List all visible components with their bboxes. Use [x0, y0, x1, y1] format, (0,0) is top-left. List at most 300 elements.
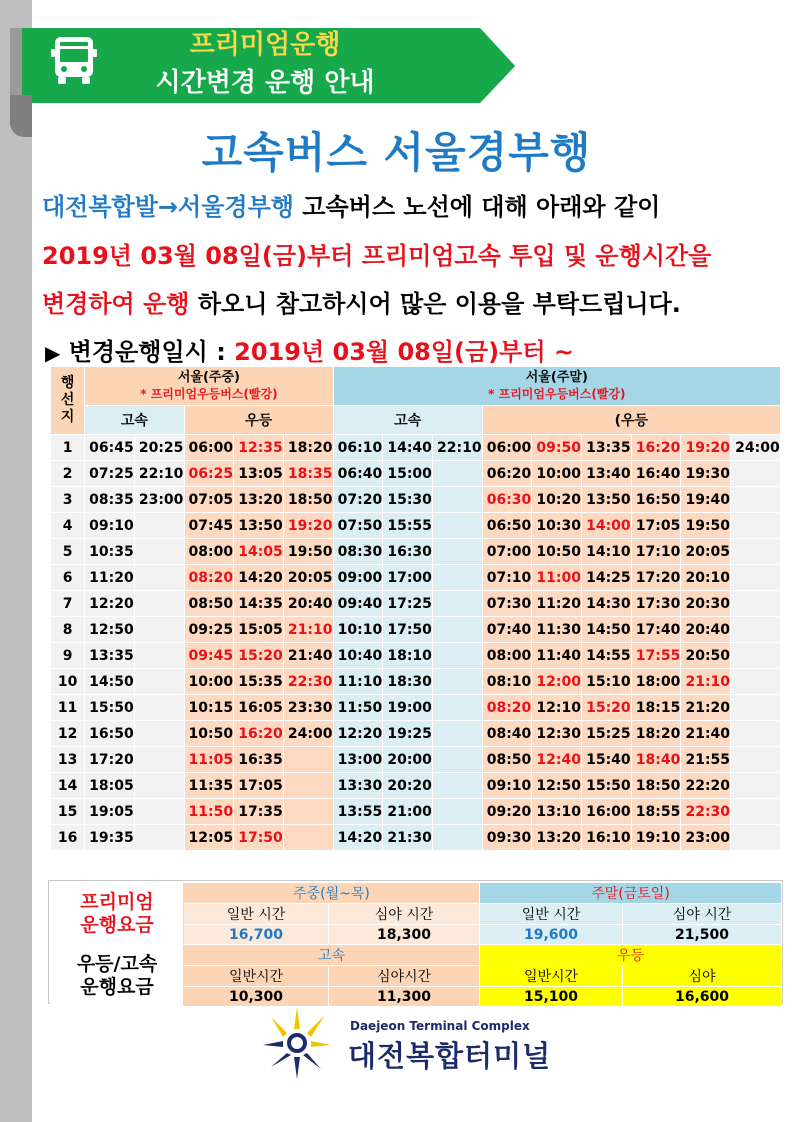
schedule-cell: [731, 747, 781, 773]
schedule-cell: [134, 721, 184, 747]
schedule-cell: 18:20: [631, 721, 681, 747]
schedule-cell: 11:20: [85, 565, 135, 591]
schedule-cell: [283, 773, 333, 799]
schedule-cell: 17:00: [383, 565, 433, 591]
schedule-cell: [433, 747, 483, 773]
intro-change: 변경하여 운행: [42, 290, 190, 318]
deluxe-night-label: 심야: [623, 966, 782, 987]
schedule-cell: 10:00: [184, 669, 234, 695]
schedule-row: [51, 747, 781, 773]
express-regular-fare: 10,300: [184, 987, 329, 1007]
schedule-cell: 23:00: [681, 825, 731, 851]
schedule-cell: 19:35: [85, 825, 135, 851]
schedule-cell: 16:30: [383, 539, 433, 565]
schedule-cell: 20:25: [134, 435, 184, 461]
schedule-cell: 08:20: [482, 695, 532, 721]
schedule-cell: 11: [51, 695, 85, 721]
destination-header: [51, 367, 85, 435]
schedule-cell: [283, 799, 333, 825]
schedule-cell: 20:10: [681, 565, 731, 591]
intro-line1: [42, 187, 660, 222]
schedule-cell: 10:20: [532, 487, 582, 513]
schedule-cell: 13:20: [234, 487, 284, 513]
schedule-cell: 09:40: [333, 591, 383, 617]
standard-fare-label-l2: 운행요금: [80, 975, 154, 998]
schedule-cell: 15:55: [383, 513, 433, 539]
premium-fare-label-l2: 운행요금: [80, 913, 154, 936]
schedule-row: [51, 643, 781, 669]
schedule-cell: 08:30: [333, 539, 383, 565]
schedule-cell: 15:10: [582, 669, 632, 695]
schedule-cell: 15:00: [383, 461, 433, 487]
schedule-cell: 13:00: [333, 747, 383, 773]
schedule-cell: [433, 513, 483, 539]
schedule-cell: 13: [51, 747, 85, 773]
schedule-cell: 20:40: [283, 591, 333, 617]
schedule-cell: 23:30: [283, 695, 333, 721]
schedule-cell: 17:40: [631, 617, 681, 643]
banner-line1: 프리미엄운행: [189, 30, 341, 60]
premium-weekday-night-fare: 18,300: [329, 925, 480, 945]
schedule-cell: 12:30: [532, 721, 582, 747]
schedule-cell: 21:55: [681, 747, 731, 773]
schedule-cell: 15:20: [582, 695, 632, 721]
schedule-cell: [433, 565, 483, 591]
schedule-cell: 18:55: [631, 799, 681, 825]
schedule-cell: 6: [51, 565, 85, 591]
schedule-cell: 16:50: [85, 721, 135, 747]
destination-header-text: 행선지: [60, 375, 75, 425]
schedule-cell: 7: [51, 591, 85, 617]
schedule-cell: 18:15: [631, 695, 681, 721]
schedule-cell: 14:00: [582, 513, 632, 539]
premium-weekend-night-label: 심야 시간: [623, 904, 782, 925]
schedule-cell: 21:40: [681, 721, 731, 747]
schedule-cell: 08:00: [184, 539, 234, 565]
schedule-cell: 19:20: [283, 513, 333, 539]
schedule-cell: [134, 799, 184, 825]
schedule-cell: 09:30: [482, 825, 532, 851]
schedule-cell: 21:20: [681, 695, 731, 721]
deluxe-fare-header: 우등: [480, 945, 782, 966]
schedule-row: [51, 773, 781, 799]
schedule-cell: [134, 695, 184, 721]
schedule-cell: 12:50: [532, 773, 582, 799]
schedule-cell: 07:25: [85, 461, 135, 487]
schedule-cell: [731, 799, 781, 825]
weekday-note: * 프리미엄우등버스(빨강): [140, 387, 278, 401]
schedule-cell: 14:40: [383, 435, 433, 461]
schedule-row: [51, 799, 781, 825]
schedule-cell: 17:05: [234, 773, 284, 799]
schedule-cell: 19:40: [681, 487, 731, 513]
schedule-cell: 14:10: [582, 539, 632, 565]
schedule-cell: 14:30: [582, 591, 632, 617]
schedule-cell: 09:10: [85, 513, 135, 539]
schedule-row: [51, 487, 781, 513]
intro-line2: 2019년 03월 08일(금)부터 프리미엄고속 투입 및 운행시간을: [42, 242, 712, 270]
schedule-cell: 8: [51, 617, 85, 643]
schedule-cell: [731, 695, 781, 721]
schedule-cell: 17:50: [383, 617, 433, 643]
schedule-cell: [134, 669, 184, 695]
schedule-cell: 17:35: [234, 799, 284, 825]
schedule-cell: 13:50: [234, 513, 284, 539]
schedule-cell: 13:55: [333, 799, 383, 825]
schedule-cell: 10:40: [333, 643, 383, 669]
schedule-cell: [433, 695, 483, 721]
schedule-cell: 18:35: [283, 461, 333, 487]
schedule-table: [50, 366, 781, 851]
schedule-cell: 20:50: [681, 643, 731, 669]
weekend-header: [333, 367, 780, 406]
schedule-cell: 07:20: [333, 487, 383, 513]
weekday-title: 서울(주중): [177, 370, 240, 385]
intro-route: 대전복합발→서울경부행: [42, 193, 294, 221]
schedule-cell: 13:30: [333, 773, 383, 799]
schedule-cell: 24:00: [731, 435, 781, 461]
schedule-row: [51, 617, 781, 643]
schedule-cell: 14:25: [582, 565, 632, 591]
schedule-cell: 11:05: [184, 747, 234, 773]
schedule-cell: [134, 747, 184, 773]
schedule-cell: 22:20: [681, 773, 731, 799]
schedule-cell: [731, 617, 781, 643]
schedule-cell: 19:10: [631, 825, 681, 851]
schedule-cell: 15:40: [582, 747, 632, 773]
schedule-cell: 06:10: [333, 435, 383, 461]
schedule-cell: 3: [51, 487, 85, 513]
schedule-cell: 06:40: [333, 461, 383, 487]
schedule-cell: 19:20: [681, 435, 731, 461]
schedule-cell: 10:10: [333, 617, 383, 643]
schedule-cell: 22:10: [134, 461, 184, 487]
schedule-cell: 07:05: [184, 487, 234, 513]
schedule-cell: 08:50: [184, 591, 234, 617]
weekday-deluxe-header: 우등: [184, 406, 333, 435]
deluxe-night-fare: 16,600: [623, 987, 782, 1007]
schedule-cell: 22:30: [681, 799, 731, 825]
schedule-cell: 12:20: [85, 591, 135, 617]
schedule-cell: 07:10: [482, 565, 532, 591]
schedule-cell: [433, 825, 483, 851]
schedule-cell: 11:20: [532, 591, 582, 617]
schedule-cell: [283, 825, 333, 851]
schedule-cell: 07:50: [333, 513, 383, 539]
premium-fare-label-l1: 프리미엄: [80, 890, 154, 913]
schedule-cell: 14:50: [85, 669, 135, 695]
schedule-row: [51, 513, 781, 539]
schedule-cell: 21:10: [283, 617, 333, 643]
schedule-cell: [731, 539, 781, 565]
schedule-cell: 18:10: [383, 643, 433, 669]
schedule-cell: 21:30: [383, 825, 433, 851]
schedule-cell: 14: [51, 773, 85, 799]
schedule-cell: 09:45: [184, 643, 234, 669]
schedule-cell: 14:55: [582, 643, 632, 669]
schedule-cell: 09:50: [532, 435, 582, 461]
schedule-cell: 15:30: [383, 487, 433, 513]
schedule-cell: [134, 539, 184, 565]
schedule-cell: [134, 825, 184, 851]
schedule-cell: 23:00: [134, 487, 184, 513]
schedule-cell: 19:00: [383, 695, 433, 721]
schedule-cell: [134, 565, 184, 591]
schedule-cell: [283, 747, 333, 773]
logo-english: Daejeon Terminal Complex: [350, 1019, 530, 1033]
schedule-cell: 21:10: [681, 669, 731, 695]
schedule-cell: 08:00: [482, 643, 532, 669]
schedule-cell: [433, 773, 483, 799]
schedule-cell: 16:05: [234, 695, 284, 721]
schedule-body: [51, 435, 781, 851]
schedule-cell: 14:35: [234, 591, 284, 617]
schedule-cell: 09:10: [482, 773, 532, 799]
schedule-cell: 08:20: [184, 565, 234, 591]
schedule-cell: 22:10: [433, 435, 483, 461]
schedule-cell: 18:40: [631, 747, 681, 773]
schedule-cell: 17:20: [85, 747, 135, 773]
schedule-cell: 15:35: [234, 669, 284, 695]
schedule-cell: 13:20: [532, 825, 582, 851]
schedule-cell: [433, 669, 483, 695]
schedule-cell: 06:00: [184, 435, 234, 461]
schedule-cell: 11:30: [532, 617, 582, 643]
schedule-cell: 17:10: [631, 539, 681, 565]
schedule-cell: 09:25: [184, 617, 234, 643]
schedule-cell: 10:50: [184, 721, 234, 747]
bus-icon: [48, 35, 100, 87]
schedule-cell: [731, 565, 781, 591]
schedule-cell: 20:30: [681, 591, 731, 617]
premium-weekend-night-fare: 21,500: [623, 925, 782, 945]
schedule-cell: [731, 487, 781, 513]
schedule-cell: 11:35: [184, 773, 234, 799]
schedule-cell: 19:30: [681, 461, 731, 487]
sun-logo-icon: [262, 1003, 332, 1083]
schedule-cell: 2: [51, 461, 85, 487]
schedule-cell: [433, 643, 483, 669]
schedule-cell: 10:00: [532, 461, 582, 487]
schedule-cell: 11:00: [532, 565, 582, 591]
schedule-cell: 15:05: [234, 617, 284, 643]
schedule-cell: 14:20: [333, 825, 383, 851]
schedule-cell: 15: [51, 799, 85, 825]
schedule-cell: 12:10: [532, 695, 582, 721]
page-title: 고속버스 서울경부행: [201, 128, 592, 177]
schedule-cell: 06:00: [482, 435, 532, 461]
schedule-cell: 13:05: [234, 461, 284, 487]
premium-weekday-regular-fare: 16,700: [184, 925, 329, 945]
fare-table: [50, 882, 782, 1007]
schedule-row: [51, 669, 781, 695]
schedule-cell: [731, 513, 781, 539]
schedule-cell: 11:50: [184, 799, 234, 825]
schedule-cell: 11:50: [333, 695, 383, 721]
schedule-cell: [134, 513, 184, 539]
schedule-cell: 12:20: [333, 721, 383, 747]
schedule-cell: 20:05: [681, 539, 731, 565]
schedule-row: [51, 461, 781, 487]
schedule-cell: [134, 643, 184, 669]
schedule-cell: 19:50: [681, 513, 731, 539]
weekday-header: [85, 367, 334, 406]
standard-fare-label-l1: 우등/고속: [76, 952, 158, 975]
schedule-cell: 17:20: [631, 565, 681, 591]
schedule-cell: 18:30: [383, 669, 433, 695]
schedule-cell: 13:40: [582, 461, 632, 487]
schedule-cell: 15:50: [85, 695, 135, 721]
intro-line1-text: 고속버스 노선에 대해 아래와 같이: [293, 193, 661, 221]
weekend-note: * 프리미엄우등버스(빨강): [488, 387, 626, 401]
schedule-cell: 14:05: [234, 539, 284, 565]
schedule-cell: 13:50: [582, 487, 632, 513]
schedule-cell: 10:35: [85, 539, 135, 565]
effective-date-label: 변경운행일시 :: [68, 338, 226, 366]
schedule-cell: 07:45: [184, 513, 234, 539]
schedule-cell: 18:50: [283, 487, 333, 513]
schedule-cell: 16:35: [234, 747, 284, 773]
schedule-row: [51, 695, 781, 721]
schedule-cell: 11:10: [333, 669, 383, 695]
schedule-cell: 16:20: [631, 435, 681, 461]
schedule-cell: 15:50: [582, 773, 632, 799]
schedule-cell: 13:35: [85, 643, 135, 669]
schedule-cell: 20:00: [383, 747, 433, 773]
schedule-cell: 18:05: [85, 773, 135, 799]
schedule-cell: 20:05: [283, 565, 333, 591]
schedule-cell: [731, 721, 781, 747]
schedule-cell: 16:40: [631, 461, 681, 487]
weekend-express-header: 고속: [333, 406, 482, 435]
schedule-cell: 18:20: [283, 435, 333, 461]
weekend-title: 서울(주말): [525, 370, 588, 385]
schedule-cell: 16:00: [582, 799, 632, 825]
schedule-cell: 11:40: [532, 643, 582, 669]
schedule-cell: 14:50: [582, 617, 632, 643]
schedule-cell: 17:50: [234, 825, 284, 851]
schedule-cell: 10:50: [532, 539, 582, 565]
schedule-cell: [731, 773, 781, 799]
schedule-cell: 07:00: [482, 539, 532, 565]
schedule-row: [51, 591, 781, 617]
schedule-cell: [731, 825, 781, 851]
schedule-cell: [134, 617, 184, 643]
schedule-cell: 15:20: [234, 643, 284, 669]
intro-line3: [42, 284, 681, 319]
schedule-cell: 16:50: [631, 487, 681, 513]
schedule-cell: 10: [51, 669, 85, 695]
schedule-cell: 17:55: [631, 643, 681, 669]
schedule-cell: 08:35: [85, 487, 135, 513]
schedule-cell: 1: [51, 435, 85, 461]
schedule-cell: 06:45: [85, 435, 135, 461]
schedule-cell: 17:05: [631, 513, 681, 539]
schedule-cell: [433, 799, 483, 825]
standard-fare-label: [51, 945, 184, 1007]
express-night-label: 심야시간: [329, 966, 480, 987]
arrow-icon: ▶: [45, 341, 61, 365]
schedule-cell: 18:50: [631, 773, 681, 799]
express-regular-label: 일반시간: [184, 966, 329, 987]
effective-date-value: 2019년 03월 08일(금)부터 ~: [234, 338, 574, 366]
logo-korean: 대전복합터미널: [348, 1039, 552, 1073]
effective-date-line: [45, 332, 574, 367]
schedule-cell: 08:40: [482, 721, 532, 747]
schedule-cell: 12:50: [85, 617, 135, 643]
schedule-row: [51, 825, 781, 851]
schedule-cell: 08:10: [482, 669, 532, 695]
schedule-cell: 9: [51, 643, 85, 669]
premium-weekday-regular-label: 일반 시간: [184, 904, 329, 925]
schedule-cell: [433, 487, 483, 513]
schedule-cell: 21:40: [283, 643, 333, 669]
schedule-cell: 12:35: [234, 435, 284, 461]
schedule-cell: 18:00: [631, 669, 681, 695]
express-fare-header: 고속: [184, 945, 480, 966]
schedule-cell: 19:25: [383, 721, 433, 747]
schedule-cell: [134, 773, 184, 799]
schedule-cell: 13:10: [532, 799, 582, 825]
express-night-fare: 11,300: [329, 987, 480, 1007]
schedule-cell: 14:20: [234, 565, 284, 591]
schedule-row: [51, 435, 781, 461]
schedule-cell: 12:40: [532, 747, 582, 773]
schedule-cell: 15:25: [582, 721, 632, 747]
deluxe-regular-label: 일반시간: [480, 966, 623, 987]
schedule-cell: 19:50: [283, 539, 333, 565]
schedule-cell: 06:20: [482, 461, 532, 487]
schedule-cell: 12:05: [184, 825, 234, 851]
schedule-row: [51, 565, 781, 591]
schedule-cell: 5: [51, 539, 85, 565]
schedule-cell: 19:05: [85, 799, 135, 825]
schedule-cell: 20:20: [383, 773, 433, 799]
schedule-cell: 10:15: [184, 695, 234, 721]
weekend-deluxe-header: (우등: [482, 406, 780, 435]
schedule-cell: 12: [51, 721, 85, 747]
schedule-cell: 07:30: [482, 591, 532, 617]
schedule-cell: 12:00: [532, 669, 582, 695]
schedule-cell: 24:00: [283, 721, 333, 747]
schedule-cell: [731, 591, 781, 617]
schedule-cell: [433, 591, 483, 617]
premium-weekday-night-label: 심야 시간: [329, 904, 480, 925]
schedule-cell: 10:30: [532, 513, 582, 539]
schedule-cell: 09:20: [482, 799, 532, 825]
schedule-cell: 13:35: [582, 435, 632, 461]
schedule-cell: [731, 669, 781, 695]
schedule-cell: [433, 617, 483, 643]
schedule-cell: 16:10: [582, 825, 632, 851]
premium-weekend-regular-fare: 19,600: [480, 925, 623, 945]
premium-weekend-header: 주말(금토일): [480, 883, 782, 904]
intro-line3-text: 하오니 참고하시어 많은 이용을 부탁드립니다.: [189, 290, 681, 318]
schedule-cell: 21:00: [383, 799, 433, 825]
schedule-cell: 08:50: [482, 747, 532, 773]
schedule-cell: 16: [51, 825, 85, 851]
premium-weekend-regular-label: 일반 시간: [480, 904, 623, 925]
schedule-cell: 07:40: [482, 617, 532, 643]
premium-fare-label: [51, 883, 184, 945]
schedule-cell: [433, 461, 483, 487]
schedule-cell: [134, 591, 184, 617]
schedule-cell: 06:50: [482, 513, 532, 539]
schedule-row: [51, 721, 781, 747]
premium-weekday-header: 주중(월~목): [184, 883, 480, 904]
schedule-cell: 4: [51, 513, 85, 539]
schedule-cell: [731, 461, 781, 487]
